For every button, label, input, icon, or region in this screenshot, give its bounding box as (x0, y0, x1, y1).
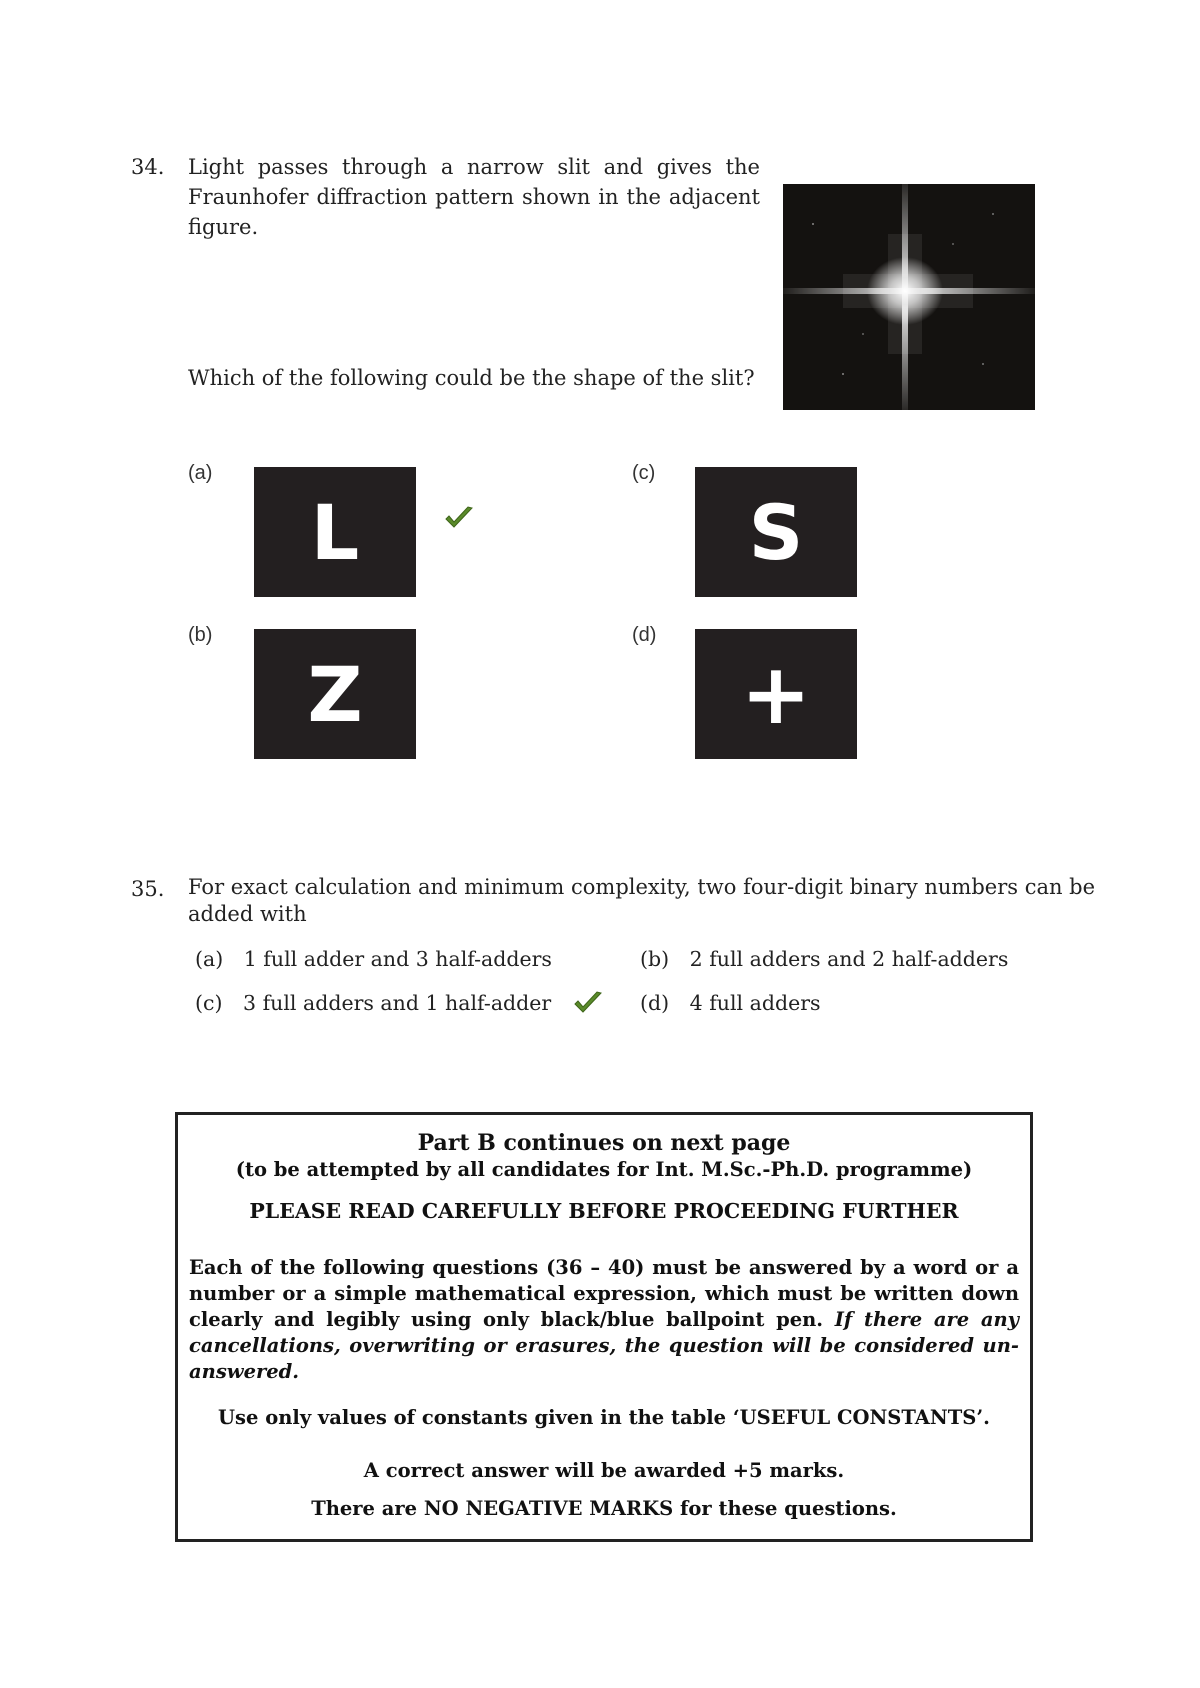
part-b-notice-box (175, 1112, 1033, 1542)
check-icon (444, 505, 474, 531)
question-34-number: 34. (131, 155, 165, 179)
q35-option-b-label: (b) (640, 947, 670, 971)
slit-option-c (695, 467, 857, 597)
q35-option-d-label: (d) (640, 991, 670, 1015)
q35-option-d-text: 4 full adders (689, 991, 821, 1015)
notice-instructions-warning: If there are any cancellations, overwriting or erasures, the question will be considered un-answered. (189, 1308, 1019, 1383)
diffraction-pattern-image (783, 184, 1035, 410)
q35-option-b (640, 945, 1008, 973)
slit-option-b (254, 629, 416, 759)
notice-marks-note: A correct answer will be awarded +5 marks. (363, 1459, 845, 1482)
slit-option-d (695, 629, 857, 759)
q35-option-a-label: (a) (195, 947, 224, 971)
notice-heading: PLEASE READ CAREFULLY BEFORE PROCEEDING FURTHER (249, 1199, 959, 1223)
notice-title: Part B continues on next page (417, 1130, 791, 1156)
option-d-label: (d) (632, 624, 657, 646)
question-35-number: 35. (131, 877, 165, 901)
q35-option-d (640, 989, 821, 1017)
option-b-label: (b) (188, 624, 213, 646)
question-35-text: For exact calculation and minimum complexity, two four-digit binary numbers can be added with (188, 875, 1096, 926)
q35-option-a (195, 945, 552, 973)
question-34-prompt: Which of the following could be the shape of the slit? (188, 366, 755, 390)
question-34-text: Light passes through a narrow slit and gives the Fraunhofer diffraction pattern shown in the adjacent figure. (188, 155, 760, 239)
notice-paragraph-instructions (189, 1255, 1019, 1385)
option-c-label: (c) (632, 462, 656, 484)
notice-instructions-text: Each of the following questions (36 – 40) must be answered by a word or a number or a simple mathematical expression, which must be written down clearly and legibly using only black/blue ballpoint pen. (189, 1256, 1019, 1331)
slit-shape-plus: + (740, 645, 812, 743)
slit-shape-s: S (748, 487, 804, 577)
option-a-label: (a) (188, 462, 213, 484)
slit-shape-z: Z (307, 649, 363, 739)
notice-constants-note: Use only values of constants given in the table ‘USEFUL CONSTANTS’. (218, 1406, 990, 1429)
notice-no-negative-note: There are NO NEGATIVE MARKS for these questions. (311, 1497, 897, 1520)
q35-option-b-text: 2 full adders and 2 half-adders (689, 947, 1009, 971)
q35-option-c (195, 989, 551, 1017)
q35-option-a-text: 1 full adder and 3 half-adders (243, 947, 552, 971)
slit-option-a (254, 467, 416, 597)
slit-shape-l: L (310, 487, 360, 577)
check-icon (573, 990, 603, 1016)
notice-subtitle: (to be attempted by all candidates for Int. M.Sc.-Ph.D. programme) (235, 1158, 973, 1181)
q35-option-c-text: 3 full adders and 1 half-adder (243, 991, 552, 1015)
q35-option-c-label: (c) (195, 991, 223, 1015)
